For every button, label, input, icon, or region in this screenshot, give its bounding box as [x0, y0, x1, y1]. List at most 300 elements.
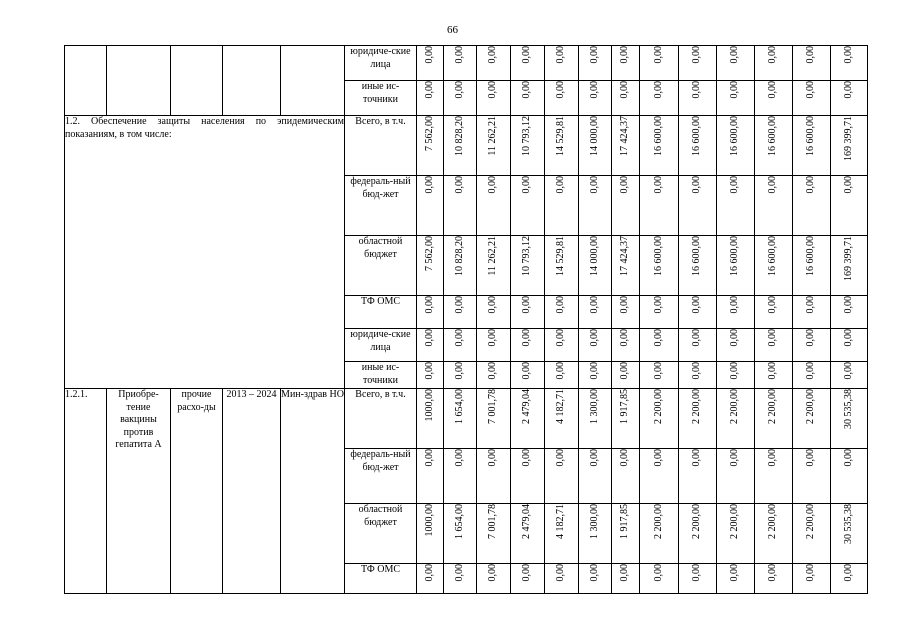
value-cell: [793, 116, 831, 176]
value-text: 0,00: [588, 329, 600, 347]
value-cell: [545, 389, 579, 449]
value-cell: [612, 329, 640, 362]
blank-cell-4: [223, 46, 281, 116]
value-cell: [679, 116, 717, 176]
value-text: 2 200,00: [805, 389, 817, 424]
value-text: 4 182,71: [555, 389, 567, 424]
value-cell: [612, 236, 640, 296]
table-row: [65, 116, 868, 176]
value-cell: [755, 564, 793, 594]
value-text: 2 200,00: [652, 389, 664, 424]
value-text: 2 200,00: [691, 389, 703, 424]
value-text: 16 600,00: [691, 116, 703, 156]
value-text: 0,00: [767, 296, 779, 314]
value-text: 0,00: [619, 296, 631, 314]
table-body: [65, 46, 868, 594]
value-cell: [717, 389, 755, 449]
value-text: 0,00: [805, 81, 817, 99]
value-text: 16 600,00: [805, 236, 817, 276]
value-text: 0,00: [842, 362, 854, 380]
value-cell: [444, 329, 477, 362]
value-text: 0,00: [521, 329, 533, 347]
value-cell: [679, 504, 717, 564]
value-cell: [579, 81, 612, 116]
value-text: 0,00: [588, 296, 600, 314]
value-cell: [511, 564, 545, 594]
value-cell: [831, 116, 868, 176]
value-cell: [755, 329, 793, 362]
value-text: 0,00: [842, 449, 854, 467]
value-cell: [831, 564, 868, 594]
value-text: 0,00: [619, 564, 631, 582]
value-cell: [612, 176, 640, 236]
value-cell: [444, 116, 477, 176]
period: 2013 – 2024: [223, 389, 281, 594]
value-text: 1 300,00: [588, 389, 600, 424]
value-text: 0,00: [652, 564, 664, 582]
value-text: 0,00: [487, 46, 499, 64]
value-text: 2 479,04: [521, 389, 533, 424]
value-text: 2 479,04: [521, 504, 533, 539]
value-text: 1 917,85: [619, 389, 631, 424]
value-cell: [477, 362, 511, 389]
value-text: 0,00: [521, 296, 533, 314]
value-cell: [545, 564, 579, 594]
value-text: 7 562,00: [423, 116, 435, 151]
blank-cell-3: [171, 46, 223, 116]
value-text: 10 793,12: [521, 236, 533, 276]
value-cell: [579, 176, 612, 236]
source-cell: Всего, в т.ч.: [345, 116, 417, 176]
table-row: [65, 46, 868, 81]
value-cell: [444, 296, 477, 329]
value-text: 0,00: [555, 564, 567, 582]
value-text: 0,00: [729, 176, 741, 194]
value-text: 0,00: [729, 362, 741, 380]
value-text: 0,00: [619, 449, 631, 467]
value-text: 0,00: [423, 81, 435, 99]
value-text: 0,00: [555, 296, 567, 314]
value-text: 2 200,00: [729, 389, 741, 424]
value-text: 0,00: [423, 296, 435, 314]
value-cell: [417, 329, 444, 362]
value-text: 0,00: [652, 362, 664, 380]
value-text: 0,00: [767, 449, 779, 467]
value-text: 0,00: [842, 81, 854, 99]
value-text: 0,00: [842, 329, 854, 347]
value-text: 0,00: [729, 81, 741, 99]
value-cell: [640, 504, 679, 564]
value-cell: [717, 329, 755, 362]
source-cell: ТФ ОМС: [345, 296, 417, 329]
value-cell: [831, 176, 868, 236]
value-cell: [831, 504, 868, 564]
value-cell: [477, 564, 511, 594]
value-text: 0,00: [453, 46, 465, 64]
value-cell: [417, 362, 444, 389]
value-cell: [511, 176, 545, 236]
value-text: 0,00: [619, 329, 631, 347]
value-text: 0,00: [521, 46, 533, 64]
source-cell: областной бюджет: [345, 504, 417, 564]
value-cell: [477, 116, 511, 176]
value-text: 0,00: [453, 362, 465, 380]
value-cell: [755, 46, 793, 81]
value-cell: [755, 362, 793, 389]
value-text: 0,00: [842, 176, 854, 194]
value-text: 1000,00: [423, 504, 435, 537]
value-cell: [545, 449, 579, 504]
value-cell: [444, 449, 477, 504]
value-cell: [444, 362, 477, 389]
value-cell: [579, 389, 612, 449]
value-text: 0,00: [453, 296, 465, 314]
value-text: 0,00: [805, 46, 817, 64]
value-cell: [417, 116, 444, 176]
value-cell: [831, 296, 868, 329]
value-text: 1 300,00: [588, 504, 600, 539]
value-cell: [640, 46, 679, 81]
value-text: 0,00: [487, 564, 499, 582]
value-cell: [793, 362, 831, 389]
value-cell: [545, 176, 579, 236]
value-text: 0,00: [652, 449, 664, 467]
value-cell: [545, 116, 579, 176]
value-cell: [579, 564, 612, 594]
value-text: 0,00: [588, 176, 600, 194]
value-text: 14 000,00: [588, 236, 600, 276]
value-text: 0,00: [588, 81, 600, 99]
value-cell: [679, 362, 717, 389]
value-cell: [679, 329, 717, 362]
value-cell: [511, 362, 545, 389]
value-cell: [511, 449, 545, 504]
value-text: 17 424,37: [619, 236, 631, 276]
value-text: 0,00: [767, 329, 779, 347]
value-cell: [831, 449, 868, 504]
value-cell: [444, 176, 477, 236]
value-cell: [717, 296, 755, 329]
value-text: 4 182,71: [555, 504, 567, 539]
value-text: 0,00: [805, 296, 817, 314]
value-cell: [640, 296, 679, 329]
value-cell: [679, 296, 717, 329]
value-text: 16 600,00: [652, 116, 664, 156]
value-text: 2 200,00: [767, 504, 779, 539]
value-cell: [417, 236, 444, 296]
value-text: 0,00: [805, 176, 817, 194]
value-text: 16 600,00: [805, 116, 817, 156]
value-text: 0,00: [691, 296, 703, 314]
value-cell: [640, 362, 679, 389]
value-cell: [831, 46, 868, 81]
value-text: 2 200,00: [767, 389, 779, 424]
value-cell: [793, 236, 831, 296]
value-cell: [793, 81, 831, 116]
value-cell: [612, 449, 640, 504]
value-cell: [612, 81, 640, 116]
value-text: 0,00: [767, 81, 779, 99]
value-cell: [511, 296, 545, 329]
value-cell: [477, 389, 511, 449]
value-cell: [793, 46, 831, 81]
value-text: 0,00: [521, 449, 533, 467]
value-text: 16 600,00: [729, 116, 741, 156]
value-text: 0,00: [588, 46, 600, 64]
value-text: 0,00: [521, 81, 533, 99]
value-text: 0,00: [842, 564, 854, 582]
value-text: 0,00: [652, 296, 664, 314]
value-text: 0,00: [767, 46, 779, 64]
value-text: 16 600,00: [767, 236, 779, 276]
value-text: 10 793,12: [521, 116, 533, 156]
value-cell: [545, 236, 579, 296]
value-cell: [477, 504, 511, 564]
source-cell: Всего, в т.ч.: [345, 389, 417, 449]
value-text: 0,00: [691, 564, 703, 582]
value-cell: [477, 449, 511, 504]
value-text: 0,00: [521, 362, 533, 380]
value-text: 0,00: [767, 176, 779, 194]
value-text: 7 001,78: [487, 504, 499, 539]
value-cell: [640, 176, 679, 236]
value-text: 0,00: [487, 362, 499, 380]
value-cell: [612, 116, 640, 176]
value-cell: [417, 296, 444, 329]
value-cell: [679, 176, 717, 236]
value-text: 0,00: [423, 329, 435, 347]
value-cell: [477, 296, 511, 329]
value-text: 0,00: [691, 81, 703, 99]
value-cell: [717, 236, 755, 296]
value-text: 2 200,00: [652, 504, 664, 539]
value-text: 16 600,00: [691, 236, 703, 276]
value-cell: [511, 329, 545, 362]
value-cell: [444, 46, 477, 81]
value-cell: [612, 504, 640, 564]
value-text: 0,00: [555, 176, 567, 194]
blank-cell-1: [65, 46, 107, 116]
value-cell: [717, 46, 755, 81]
value-text: 2 200,00: [805, 504, 817, 539]
blank-cell-2: [107, 46, 171, 116]
value-text: 0,00: [487, 176, 499, 194]
value-text: 0,00: [521, 176, 533, 194]
executor: Мин-здрав НО: [281, 389, 345, 594]
value-cell: [477, 46, 511, 81]
value-text: 0,00: [555, 362, 567, 380]
value-cell: [679, 46, 717, 81]
value-cell: [545, 81, 579, 116]
value-cell: [545, 296, 579, 329]
value-cell: [755, 81, 793, 116]
value-text: 0,00: [842, 46, 854, 64]
value-cell: [612, 564, 640, 594]
value-cell: [755, 389, 793, 449]
value-cell: [417, 46, 444, 81]
value-cell: [545, 46, 579, 81]
value-text: 0,00: [555, 81, 567, 99]
value-cell: [679, 81, 717, 116]
value-cell: [417, 176, 444, 236]
value-cell: [717, 449, 755, 504]
page-number: 66: [447, 24, 458, 36]
value-cell: [679, 449, 717, 504]
value-cell: [417, 81, 444, 116]
value-cell: [579, 362, 612, 389]
value-text: 0,00: [652, 81, 664, 99]
value-text: 0,00: [805, 564, 817, 582]
value-cell: [717, 81, 755, 116]
value-cell: [477, 176, 511, 236]
value-text: 2 200,00: [729, 504, 741, 539]
value-text: 7 001,78: [487, 389, 499, 424]
value-text: 169 399,71: [842, 236, 854, 281]
value-text: 0,00: [588, 362, 600, 380]
value-cell: [579, 116, 612, 176]
value-cell: [612, 46, 640, 81]
value-cell: [545, 329, 579, 362]
value-text: 7 562,00: [423, 236, 435, 271]
value-cell: [511, 116, 545, 176]
value-text: 11 262,21: [487, 236, 499, 276]
value-text: 0,00: [588, 449, 600, 467]
expense-type: прочие расхо-ды: [171, 389, 223, 594]
value-text: 0,00: [555, 46, 567, 64]
value-cell: [640, 449, 679, 504]
value-text: 0,00: [691, 46, 703, 64]
value-cell: [793, 176, 831, 236]
value-text: 0,00: [588, 564, 600, 582]
value-text: 0,00: [691, 329, 703, 347]
value-cell: [717, 564, 755, 594]
value-text: 0,00: [805, 449, 817, 467]
value-text: 1 917,85: [619, 504, 631, 539]
value-text: 0,00: [842, 296, 854, 314]
value-text: 11 262,21: [487, 116, 499, 156]
value-text: 0,00: [453, 81, 465, 99]
value-text: 0,00: [487, 329, 499, 347]
section-title: 1.2. Обеспечение защиты населения по эпидемическим показаниям, в том числе:: [65, 116, 345, 389]
value-cell: [640, 564, 679, 594]
value-text: 0,00: [767, 362, 779, 380]
value-text: 0,00: [767, 564, 779, 582]
value-cell: [579, 329, 612, 362]
blank-cell-5: [281, 46, 345, 116]
value-text: 16 600,00: [729, 236, 741, 276]
value-text: 0,00: [555, 449, 567, 467]
value-text: 0,00: [453, 176, 465, 194]
value-text: 14 000,00: [588, 116, 600, 156]
value-cell: [477, 236, 511, 296]
value-text: 1 654,00: [453, 389, 465, 424]
value-text: 0,00: [652, 176, 664, 194]
value-text: 0,00: [423, 362, 435, 380]
value-cell: [417, 389, 444, 449]
source-cell: иные ис-точники: [345, 362, 417, 389]
value-cell: [579, 504, 612, 564]
value-text: 0,00: [487, 296, 499, 314]
value-cell: [793, 296, 831, 329]
value-text: 2 200,00: [691, 504, 703, 539]
value-cell: [640, 389, 679, 449]
value-cell: [417, 449, 444, 504]
value-cell: [755, 116, 793, 176]
value-text: 0,00: [423, 46, 435, 64]
value-cell: [793, 389, 831, 449]
value-text: 169 399,71: [842, 116, 854, 161]
value-text: 0,00: [691, 176, 703, 194]
value-text: 0,00: [453, 564, 465, 582]
value-text: 0,00: [619, 362, 631, 380]
value-text: 10 828,20: [453, 116, 465, 156]
value-cell: [640, 81, 679, 116]
source-cell: юридиче-ские лица: [345, 329, 417, 362]
value-cell: [755, 176, 793, 236]
value-text: 0,00: [729, 296, 741, 314]
value-cell: [831, 329, 868, 362]
source-cell: федераль-ный бюд-жет: [345, 176, 417, 236]
source-cell: областной бюджет: [345, 236, 417, 296]
value-cell: [640, 329, 679, 362]
value-cell: [831, 362, 868, 389]
value-cell: [511, 46, 545, 81]
value-text: 0,00: [487, 81, 499, 99]
budget-table: [64, 45, 868, 594]
value-text: 30 535,38: [842, 504, 854, 544]
item-name: Приобре-тение вакцины против гепатита А: [107, 389, 171, 594]
value-cell: [579, 449, 612, 504]
value-text: 0,00: [555, 329, 567, 347]
value-cell: [545, 504, 579, 564]
value-text: 0,00: [729, 329, 741, 347]
value-cell: [640, 116, 679, 176]
value-cell: [793, 564, 831, 594]
value-text: 0,00: [453, 449, 465, 467]
source-cell: иные ис-точники: [345, 81, 417, 116]
value-text: 0,00: [423, 564, 435, 582]
value-cell: [511, 81, 545, 116]
value-cell: [831, 81, 868, 116]
value-cell: [511, 236, 545, 296]
value-text: 0,00: [423, 176, 435, 194]
value-cell: [477, 329, 511, 362]
value-cell: [793, 329, 831, 362]
value-text: 0,00: [729, 449, 741, 467]
value-cell: [793, 504, 831, 564]
source-cell: юридиче-ские лица: [345, 46, 417, 81]
value-cell: [612, 362, 640, 389]
value-text: 17 424,37: [619, 116, 631, 156]
value-text: 0,00: [805, 362, 817, 380]
value-cell: [612, 389, 640, 449]
value-text: 0,00: [423, 449, 435, 467]
value-text: 1 654,00: [453, 504, 465, 539]
value-cell: [444, 389, 477, 449]
value-text: 0,00: [619, 176, 631, 194]
value-cell: [831, 389, 868, 449]
value-cell: [612, 296, 640, 329]
value-text: 0,00: [619, 81, 631, 99]
value-cell: [717, 176, 755, 236]
value-text: 0,00: [805, 329, 817, 347]
value-text: 0,00: [652, 329, 664, 347]
value-text: 0,00: [691, 362, 703, 380]
value-cell: [640, 236, 679, 296]
value-cell: [831, 236, 868, 296]
value-text: 0,00: [619, 46, 631, 64]
value-cell: [717, 116, 755, 176]
